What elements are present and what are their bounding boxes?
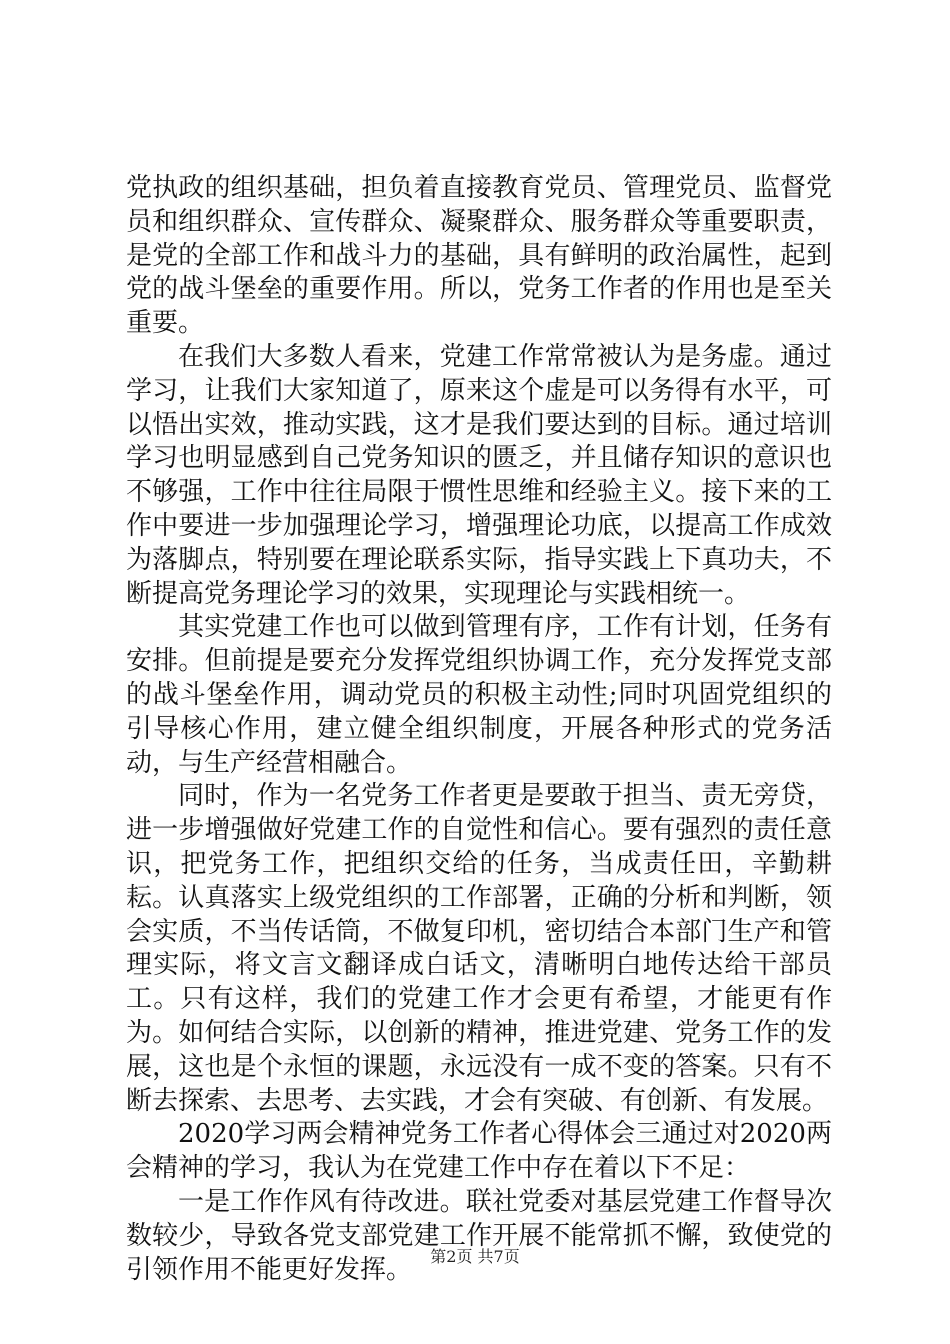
page-footer: 第2页 共7页 (430, 1247, 520, 1266)
paragraph-4: 同时，作为一名党务工作者更是要敢于担当、责无旁贷，进一步增强做好党建工作的自觉性和信心。要有强烈的责任意识，把党务工作，把组织交给的任务，当成责任田，辛勤耕耘。认真落实上级党组织的工作部署，正确的分析和判断，领会实质，不当传话筒，不做复印机，密切结合本部门生产和管理实际，将文言文翻译成白话文，清晰明白地传达给干部员工。只有这样，我们的党建工作才会更有希望，才能更有作为。如何结合实际，以创新的精神，推进党建、党务工作的发展，这也是个永恒的课题，永远没有一成不变的答案。只有不断去探索、去思考、去实践，才会有突破、有创新、有发展。 (126, 781, 832, 1116)
document-body (126, 172, 832, 1287)
paragraph-5: 2020学习两会精神党务工作者心得体会三通过对2020两会精神的学习，我认为在党建工作中存在着以下不足： (126, 1119, 832, 1184)
paragraph-2: 在我们大多数人看来，党建工作常常被认为是务虚。通过学习，让我们大家知道了，原来这个虚是可以务得有水平，可以悟出实效，推动实践，这才是我们要达到的目标。通过培训学习也明显感到自己党务知识的匮乏，并且储存知识的意识也不够强，工作中往往局限于惯性思维和经验主义。接下来的工作中要进一步加强理论学习，增强理论功底，以提高工作成效为落脚点，特别要在理论联系实际，指导实践上下真功夫，不断提高党务理论学习的效果，实现理论与实践相统一。 (126, 341, 832, 609)
paragraph-3: 其实党建工作也可以做到管理有序，工作有计划，任务有安排。但前提是要充分发挥党组织协调工作，充分发挥党支部的战斗堡垒作用，调动党员的积极主动性;同时巩固党组织的引导核心作用，建立健全组织制度，开展各种形式的党务活动，与生产经营相融合。 (126, 612, 832, 778)
paragraph-6: 一是工作作风有待改进。联社党委对基层党建工作督导次数较少，导致各党支部党建工作开展不能常抓不懈，致使党的引领作用不能更好发挥。 (126, 1186, 832, 1285)
paragraph-1: 党执政的组织基础，担负着直接教育党员、管理党员、监督党员和组织群众、宣传群众、凝聚群众、服务群众等重要职责，是党的全部工作和战斗力的基础，具有鲜明的政治属性，起到党的战斗堡垒的重要作用。所以，党务工作者的作用也是至关重要。 (126, 173, 832, 339)
